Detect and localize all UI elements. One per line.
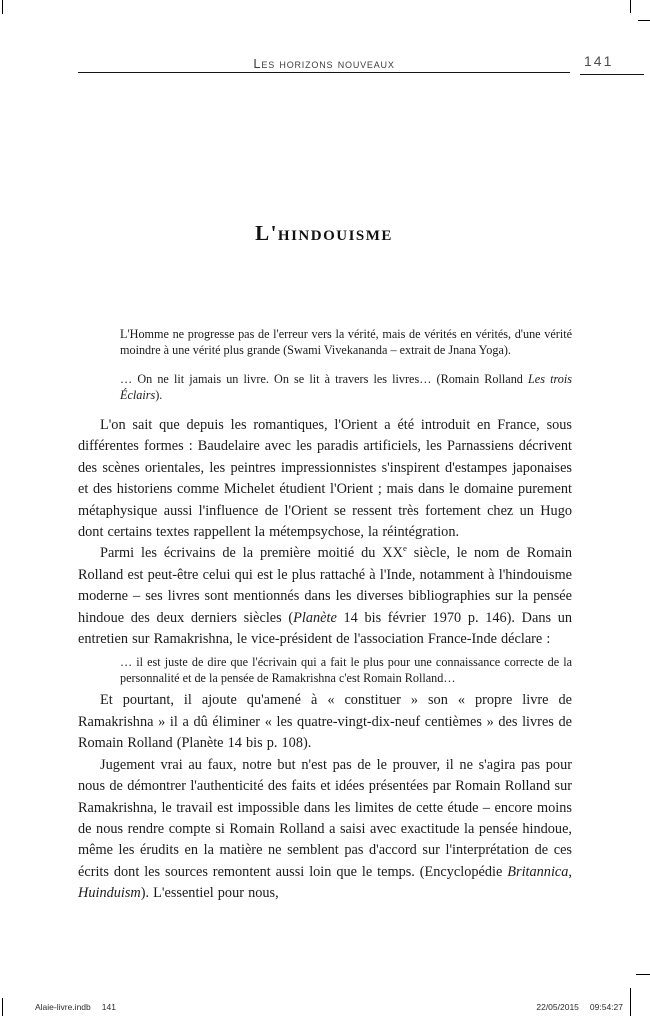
body-paragraph: Parmi les écrivains de la première moitié du XXe siècle, le nom de Romain Rolland est peut-être celui qui est le plus rattaché à l'Inde, notamment à l'hindouisme moderne – ses livres sont mentionnés dans les diverses bibliographies sur la pensée hindoue des deux derniers siècles (Planète 14 bis février 1970 p. 146). Dans un entretien sur Ramakrishna, le vice-président de l'association France-Inde déclare : bbox=[78, 543, 572, 648]
crop-mark-top-right-vertical bbox=[630, 0, 631, 13]
folio-rule bbox=[580, 74, 644, 75]
footer-page: 141 bbox=[101, 1002, 116, 1012]
block-quote: L'Homme ne progresse pas de l'erreur vers la vérité, mais de vérités en vérités, d'une vérité moindre à une vérité plus grande (Swami Vivekananda – extrait de Jnana Yoga). bbox=[120, 327, 572, 357]
block-quote: … On ne lit jamais un livre. On se lit à travers les livres… (Romain Rolland Les trois Éclairs). bbox=[120, 372, 572, 402]
footer-timestamp bbox=[536, 1002, 623, 1012]
footer-date: 22/05/2015 bbox=[536, 1002, 579, 1012]
chapter-title: L'hindouisme bbox=[255, 221, 393, 245]
header-rule bbox=[78, 72, 570, 73]
crop-mark-bottom-left bbox=[2, 998, 3, 1016]
footer-time: 09:54:27 bbox=[589, 1002, 623, 1012]
body-paragraph: Et pourtant, il ajoute qu'amené à « constituer » son « propre livre de Ramakrishna » il a dû éliminer « les quatre-vingt-dix-neuf centièmes » des livres de Romain Rolland (Planète 14 bis p. 108). bbox=[78, 692, 572, 752]
crop-mark-bottom-right-horizontal bbox=[636, 974, 650, 975]
crop-mark-bottom-right-vertical bbox=[630, 988, 631, 1016]
footer-filename bbox=[35, 1002, 116, 1012]
running-title: Les horizons nouveaux bbox=[253, 56, 395, 71]
folio-page-number: 141 bbox=[584, 53, 614, 69]
body-paragraph: L'on sait que depuis les romantiques, l'Orient a été introduit en France, sous différentes formes : Baudelaire avec les paradis artificiels, les Parnassiens décrivent des scènes orientales, les peintres impressionnistes s'inspirent d'estampes japonaises et des historiens comme Michelet étudient l'Orient ; mais dans le domaine purement métaphysique aussi l'influence de l'Orient se ressent très fortement chez un Hugo dont certains textes rappellent la métempsychose, la réintégration. bbox=[78, 417, 572, 541]
footer-file: Alaie-livre.indb bbox=[35, 1002, 91, 1012]
crop-mark-top-left bbox=[2, 0, 3, 14]
block-quote: … il est juste de dire que l'écrivain qui a fait le plus pour une connaissance correcte de la personnalité et de la pensée de Ramakrishna c'est Romain Rolland… bbox=[120, 655, 572, 686]
body-blocks bbox=[78, 326, 572, 905]
body-paragraph: Jugement vrai au faux, notre but n'est pas de le prouver, il ne s'agira pas pour nous de démontrer l'authenticité des faits et idées présentées par Romain Rolland sur Ramakrishna, le travail est impossible dans les limites de cette étude – encore moins de nous rendre compte si Romain Rolland a saisi avec exactitude la pensée hindoue, même les érudits en la matière ne semblent pas d'accord sur l'interprétation de ces écrits dont les sources remontent aussi loin que le temps. (Encyclopédie Britannica, Huinduism). L'essentiel pour nous, bbox=[78, 756, 572, 902]
crop-mark-top-right-horizontal bbox=[638, 20, 650, 21]
